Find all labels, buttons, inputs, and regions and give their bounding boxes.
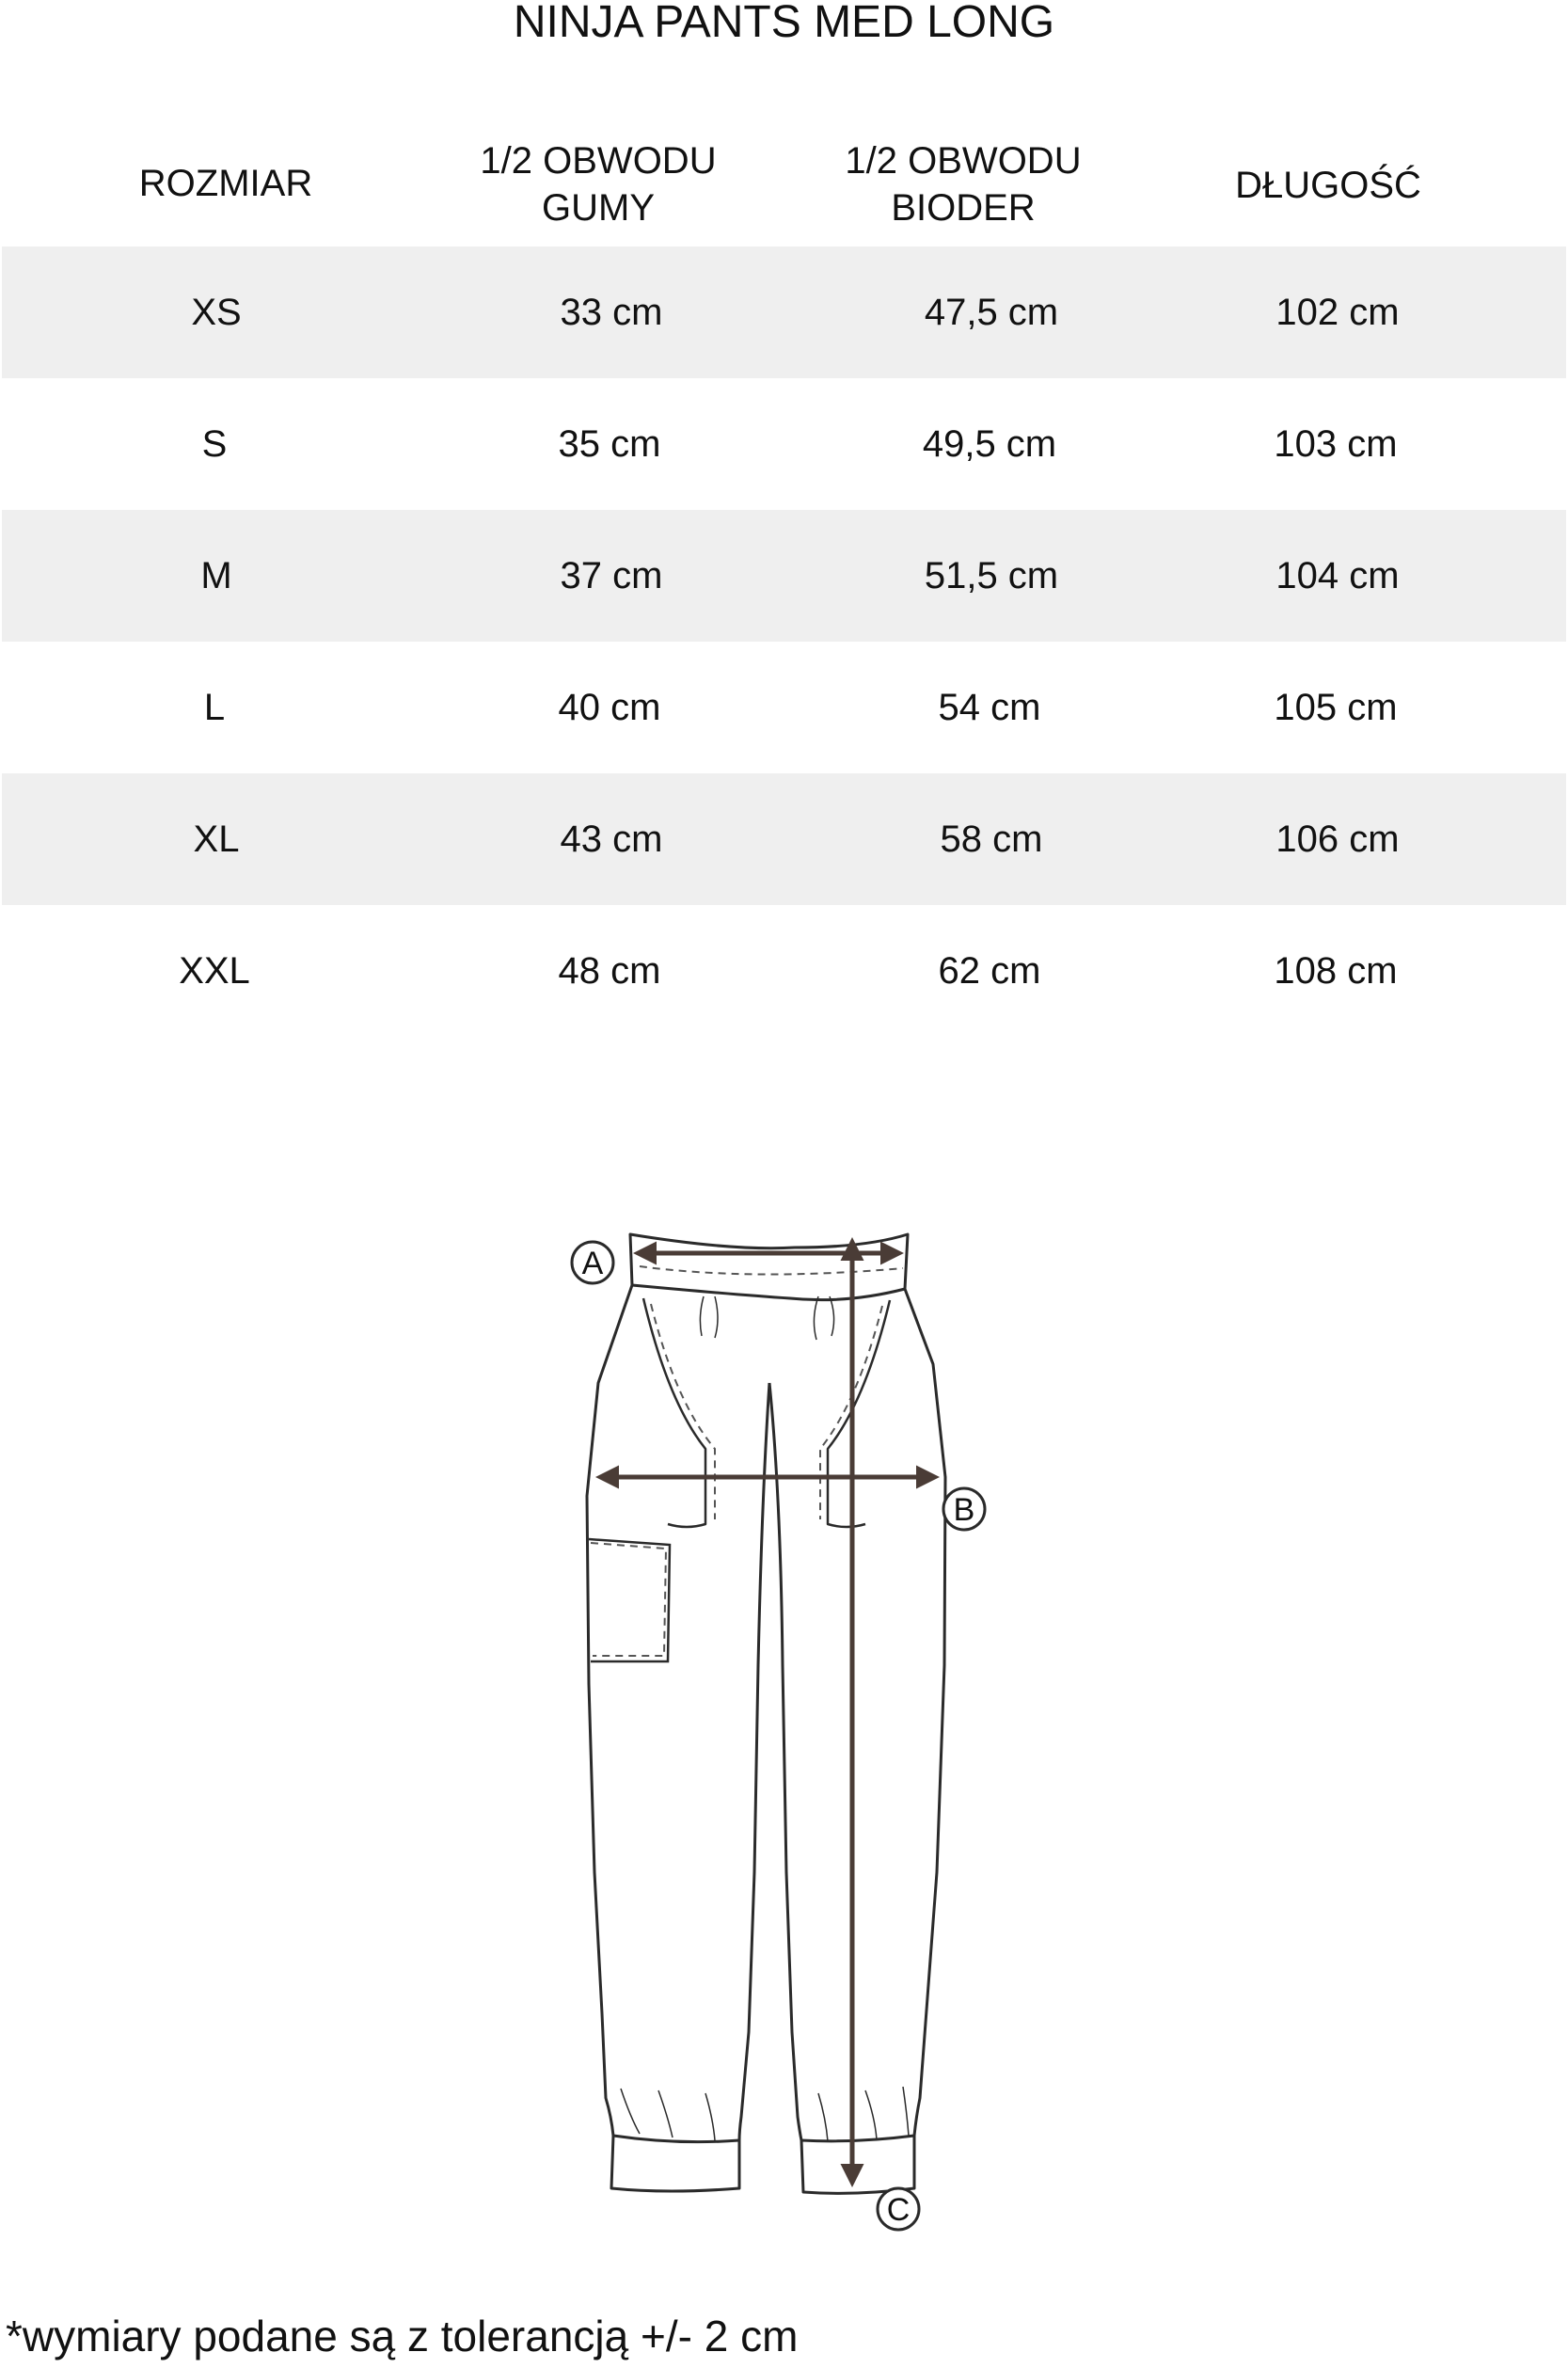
size-table	[0, 246, 1568, 1037]
cell-hips: 62 cm	[938, 950, 1041, 992]
cell-length: 106 cm	[1275, 818, 1400, 860]
page-title: NINJA PANTS MED LONG	[513, 0, 1055, 47]
cell-length: 103 cm	[1274, 423, 1398, 465]
label-c-text: C	[886, 2192, 911, 2228]
cell-size: XS	[191, 292, 242, 333]
header-waist-line-1: 1/2 OBWODU	[480, 140, 717, 182]
label-b	[943, 1488, 985, 1530]
header-hips-line-2: BIODER	[891, 187, 1036, 229]
header-length-line: DŁUGOŚĆ	[1235, 165, 1421, 206]
label-b-text: B	[953, 1492, 975, 1528]
cell-waist: 37 cm	[560, 555, 663, 596]
cell-hips: 54 cm	[938, 687, 1041, 728]
header-hips	[775, 137, 1151, 231]
cell-hips: 58 cm	[940, 818, 1043, 860]
cell-waist: 48 cm	[558, 950, 661, 992]
side-pocket	[589, 1539, 670, 1661]
cell-size: S	[201, 423, 228, 465]
table-header	[0, 132, 1568, 245]
cell-waist: 40 cm	[558, 687, 661, 728]
label-a	[572, 1242, 613, 1283]
header-size-line: ROZMIAR	[138, 163, 313, 204]
cell-length: 104 cm	[1275, 555, 1400, 596]
cell-size: M	[200, 555, 232, 596]
header-waist-line-2: GUMY	[542, 187, 655, 229]
table-row	[2, 773, 1566, 905]
cell-size: XXL	[179, 950, 250, 992]
table-row	[2, 246, 1566, 378]
cell-waist: 43 cm	[560, 818, 663, 860]
pants-outline	[587, 1234, 945, 2193]
label-a-text: A	[581, 1246, 604, 1281]
header-waist	[410, 137, 786, 231]
cell-waist: 35 cm	[558, 423, 661, 465]
pants-diagram	[564, 1214, 1016, 2239]
table-row	[0, 642, 1568, 773]
cell-hips: 51,5 cm	[924, 555, 1059, 596]
table-row	[0, 905, 1568, 1037]
cell-size: XL	[193, 818, 240, 860]
cell-hips: 49,5 cm	[922, 423, 1057, 465]
cell-hips: 47,5 cm	[924, 292, 1059, 333]
tolerance-note: *wymiary podane są z tolerancją +/- 2 cm	[6, 2312, 799, 2360]
header-size	[38, 160, 414, 207]
cell-length: 102 cm	[1275, 292, 1400, 333]
table-row	[2, 510, 1566, 642]
header-hips-line-1: 1/2 OBWODU	[845, 140, 1082, 182]
cell-size: L	[203, 687, 226, 728]
cell-length: 105 cm	[1274, 687, 1398, 728]
label-c	[878, 2188, 919, 2230]
table-row	[0, 378, 1568, 510]
cell-length: 108 cm	[1274, 950, 1398, 992]
stitching	[591, 1266, 903, 1656]
cell-waist: 33 cm	[560, 292, 663, 333]
header-length	[1140, 162, 1516, 209]
